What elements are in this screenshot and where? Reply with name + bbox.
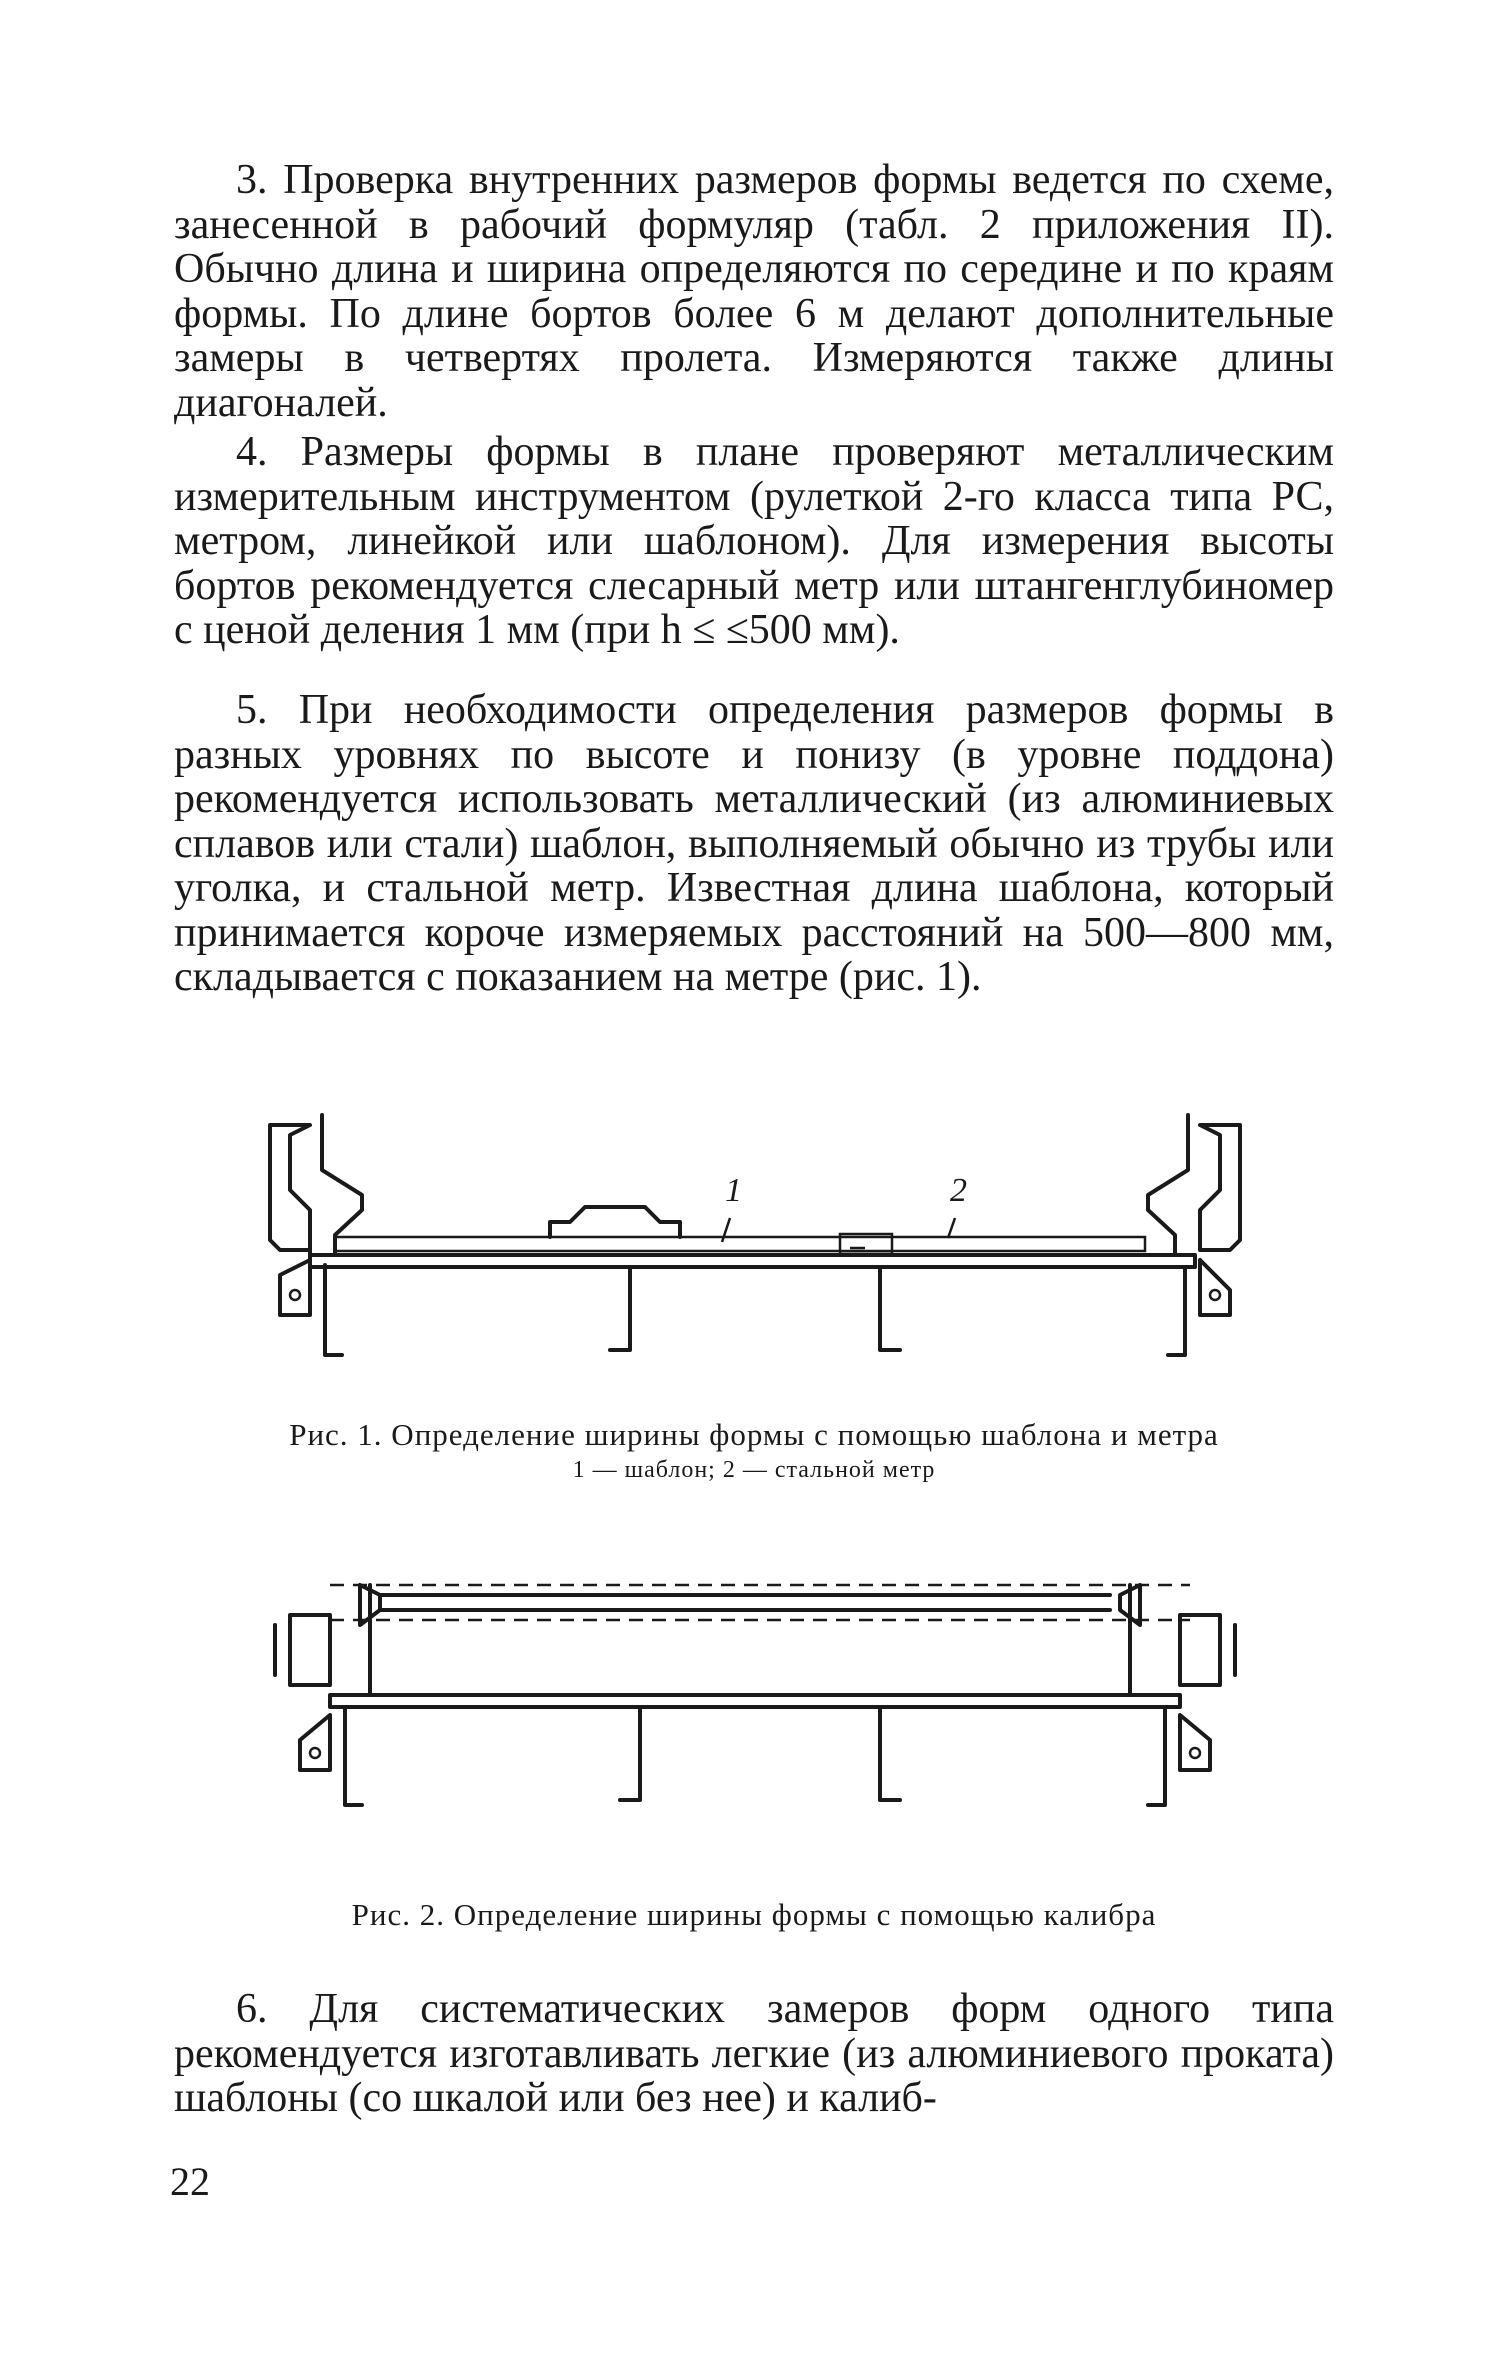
figure-1-template-and-meter (250, 1110, 1260, 1400)
right-side-frame (1200, 1125, 1240, 1250)
left-hinge (300, 1715, 330, 1770)
pallet-beam (310, 1255, 1195, 1267)
right-hinge (1180, 1715, 1210, 1770)
paragraph-6: 6. Для систематических замеров форм одного типа рекомендуется изготавливать легкие (из алюминиевого проката) шаблоны (со шкалой или без нее) и калиб- (174, 1986, 1334, 2121)
left-side-frame (290, 1615, 330, 1685)
left-hinge-hole (310, 1748, 320, 1758)
pallet-beam (330, 1695, 1180, 1707)
template-bar (335, 1237, 1145, 1251)
left-hinge-hole (290, 1290, 300, 1300)
page-number: 22 (170, 2159, 210, 2204)
right-hinge (1200, 1260, 1230, 1315)
figure-1-legend: 1 — шаблон; 2 — стальной метр (572, 1457, 936, 1483)
paragraph-5: 5. При необходимости определения размеров формы в разных уровнях по высоте и понизу (в уровне поддона) рекомендуется использовать металлический (из алюминиевых сплавов или стали) шаблон, выполняемый обычно из трубы или уголка, и стальной метр. Известная длина шаблона, который принимается короче измеряемых расстояний на 500—800 мм, складывается с показанием на метре (рис. 1). (174, 687, 1334, 1000)
left-side-frame (270, 1125, 310, 1250)
rib-2 (880, 1267, 900, 1350)
paragraph-4: 4. Размеры формы в плане проверяют металлическим измерительным инструментом (рулеткой 2-го класса типа РС, метром, линейкой или шаблоном). Для измерения высоты бортов рекомендуется слесарный метр или штангенглубиномер с ценой деления 1 мм (при h ≤ ≤500 мм). (174, 429, 1334, 653)
right-hinge-hole (1190, 1748, 1200, 1758)
right-side-wall (1148, 1115, 1188, 1255)
rib-1 (620, 1707, 640, 1800)
right-rib (1168, 1267, 1185, 1355)
figure-1-label-2: 2 (950, 1172, 967, 1209)
figure-2-caption: Рис. 2. Определение ширины формы с помощью калибра (351, 1897, 1157, 1932)
figure-1-label-1: 1 (725, 1172, 742, 1209)
left-rib (325, 1265, 342, 1355)
figure-2-caliber (270, 1565, 1240, 1855)
rib-2 (880, 1707, 900, 1800)
template-handle (550, 1207, 680, 1237)
paragraph-3: 3. Проверка внутренних размеров формы ведется по схеме, занесенной в рабочий формуляр (табл. 2 приложения II). Обычно длина и ширина определяются по середине и по краям формы. По длине бортов более 6 м делают дополнительные замеры в четвертях пролета. Измеряются также длины диагоналей. (174, 157, 1334, 426)
left-side-wall (322, 1115, 362, 1255)
rib-1 (610, 1267, 630, 1350)
right-rib (1148, 1707, 1165, 1805)
right-side-frame (1180, 1615, 1220, 1685)
right-hinge-hole (1210, 1290, 1220, 1300)
figure-1-caption: Рис. 1. Определение ширины формы с помощью шаблона и метра (289, 1417, 1219, 1452)
left-hinge (280, 1250, 310, 1315)
left-rib (345, 1707, 362, 1805)
